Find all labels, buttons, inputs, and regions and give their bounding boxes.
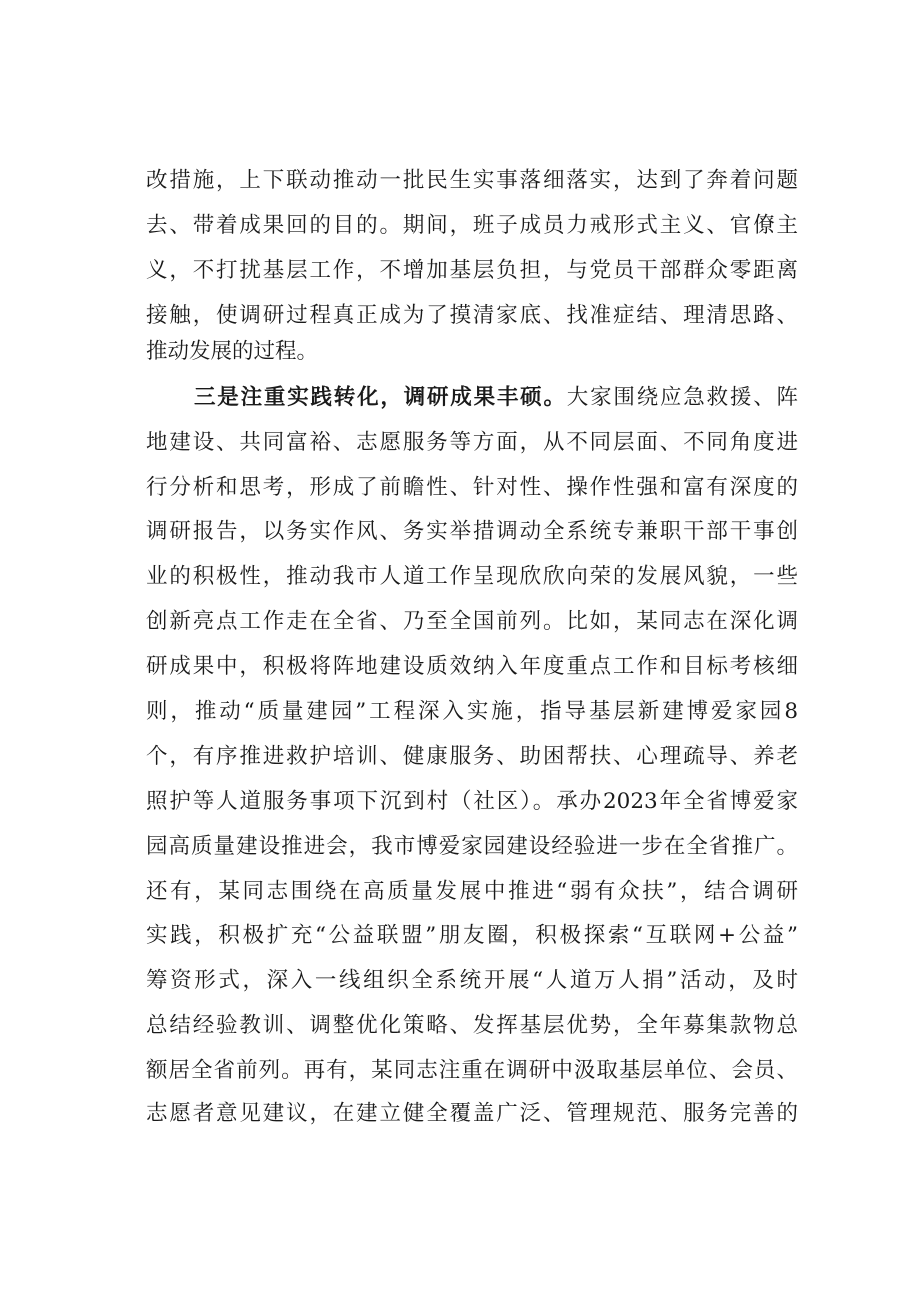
paragraph-line: 则，推动“质量建园”工程深入实施，指导基层新建博爱家园8 (146, 699, 798, 724)
section-heading-line (194, 376, 798, 420)
paragraph-line: 照护等人道服务事项下沉到村（社区）。承办2023年全省博爱家 (146, 789, 798, 814)
paragraph-line: 地建设、共同富裕、志愿服务等方面，从不同层面、不同角度进 (146, 430, 798, 455)
paragraph-line: 推动发展的过程。 (146, 339, 319, 364)
section-heading-bold: 三是注重实践转化，调研成果丰硕。 (194, 385, 567, 410)
paragraph-line: 创新亮点工作走在全省、乃至全国前列。比如，某同志在深化调 (146, 609, 798, 634)
paragraph-line: 行分析和思考，形成了前瞻性、针对性、操作性强和富有深度的 (146, 475, 798, 500)
paragraph-line: 总结经验教训、调整优化策略、发挥基层优势，全年募集款物总 (146, 1013, 798, 1038)
paragraph-line: 筹资形式，深入一线组织全系统开展“人道万人捐”活动，及时 (146, 968, 798, 993)
paragraph-line: 接触，使调研过程真正成为了摸清家底、找准症结、理清思路、 (146, 303, 798, 328)
paragraph-line: 业的积极性，推动我市人道工作呈现欣欣向荣的发展风貌，一些 (146, 564, 798, 589)
paragraph-line: 额居全省前列。再有，某同志注重在调研中汲取基层单位、会员、 (146, 1058, 798, 1083)
paragraph-line: 去、带着成果回的目的。期间，班子成员力戒形式主义、官僚主 (146, 213, 798, 238)
paragraph-line: 志愿者意见建议，在建立健全覆盖广泛、管理规范、服务完善的 (146, 1101, 798, 1126)
paragraph-line: 个，有序推进救护培训、健康服务、助困帮扶、心理疏导、养老 (146, 744, 798, 769)
paragraph-line: 义，不打扰基层工作，不增加基层负担，与党员干部群众零距离 (146, 258, 798, 283)
paragraph-line: 调研报告，以务实作风、务实举措调动全系统专兼职干部干事创 (146, 519, 798, 544)
paragraph-line: 研成果中，积极将阵地建设质效纳入年度重点工作和目标考核细 (146, 654, 798, 679)
paragraph-line: 大家围绕应急救援、阵 (566, 385, 798, 410)
paragraph-line: 园高质量建设推进会，我市博爱家园建设经验进一步在全省推广。 (146, 834, 798, 859)
paragraph-line: 改措施，上下联动推动一批民生实事落细落实，达到了奔着问题 (146, 168, 798, 193)
paragraph-line: 实践，积极扩充“公益联盟”朋友圈，积极探索“互联网+公益” (146, 923, 798, 948)
paragraph-line: 还有，某同志围绕在高质量发展中推进“弱有众扶”，结合调研 (146, 879, 798, 904)
